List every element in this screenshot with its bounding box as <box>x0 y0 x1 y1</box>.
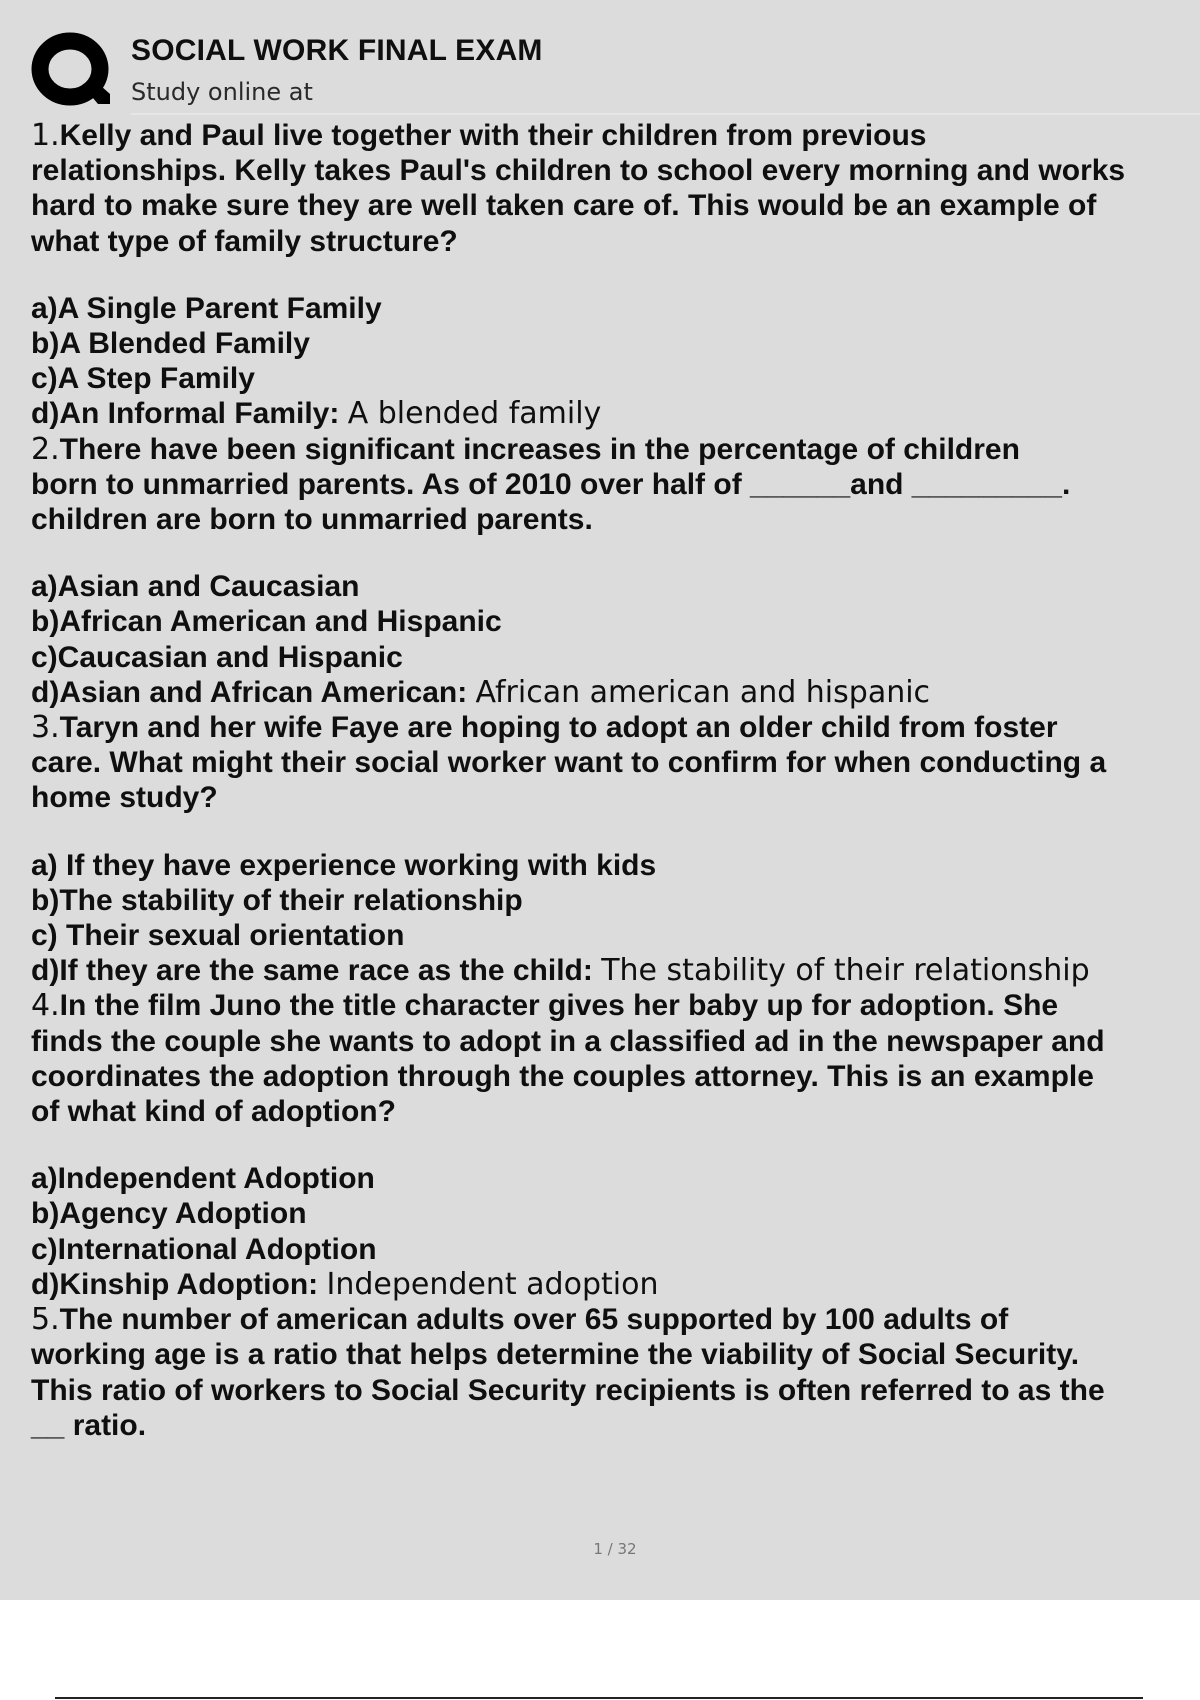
option-text: d)Asian and African American: <box>31 675 468 709</box>
answer-option: c)Caucasian and Hispanic <box>31 640 403 674</box>
question <box>31 710 1200 988</box>
question-number: 3. <box>31 710 60 746</box>
answer-option: c)A Step Family <box>31 362 255 396</box>
correct-answer: Independent adoption <box>326 1266 659 1302</box>
question <box>31 988 1200 1302</box>
option-text: d)If they are the same race as the child: <box>31 954 593 988</box>
question-number: 1. <box>31 118 60 153</box>
answer-option: b)Agency Adoption <box>31 1197 307 1231</box>
correct-answer: A blended family <box>347 396 602 432</box>
answer-option: c)International Adoption <box>31 1232 377 1266</box>
question-text <box>31 988 1200 1129</box>
question-number: 5. <box>31 1302 60 1338</box>
answer-option-with-answer <box>31 953 1200 988</box>
question-number: 4. <box>31 988 60 1024</box>
header-divider <box>131 113 1200 115</box>
answer-option: b)African American and Hispanic <box>31 605 502 639</box>
question-body: In the film Juno the title character gives her baby up for adoption. She finds the couple she wants to adopt in a classified ad in the newspaper and coordinates the adoption through the couples attorney. This is an example of what kind of adoption? <box>31 989 1105 1129</box>
question-text <box>31 1302 1200 1443</box>
answer-option: b)A Blended Family <box>31 327 310 361</box>
question-body: The number of american adults over 65 supported by 100 adults of working age is a ratio that helps determine the viability of Social Security. This ratio of workers to Social Security recipients is often referred to as the __ ratio. <box>31 1303 1105 1442</box>
question-body: There have been significant increases in the percentage of children born to unmarried parents. As of 2010 over half of ______and _________. children are born to unmarried parents. <box>31 432 1071 537</box>
correct-answer: The stability of their relationship <box>601 953 1090 989</box>
quizlet-logo-icon <box>30 30 110 110</box>
question-body: Kelly and Paul live together with their children from previous relationships. Kelly takes Paul's children to school every morning and works hard to make sure they are well taken care of. This would be an example of what type of family structure? <box>31 119 1126 258</box>
option-text: d)Kinship Adoption: <box>31 1267 319 1301</box>
answer-option: a)Independent Adoption <box>31 1162 375 1196</box>
question-list <box>31 118 1200 1443</box>
document-title: SOCIAL WORK FINAL EXAM <box>131 34 543 67</box>
answer-option-with-answer <box>31 675 1200 710</box>
answer-option: a) If they have experience working with kids <box>31 848 657 882</box>
question-number: 2. <box>31 431 60 467</box>
option-text: d)An Informal Family: <box>31 397 340 431</box>
answer-option: c) Their sexual orientation <box>31 919 405 953</box>
answer-option-with-answer <box>31 396 1200 431</box>
next-page-divider <box>55 1697 1143 1699</box>
question <box>31 432 1200 710</box>
question-text <box>31 710 1200 816</box>
answer-option: a)A Single Parent Family <box>31 291 382 325</box>
answer-option: a)Asian and Caucasian <box>31 570 360 604</box>
answer-option-with-answer <box>31 1267 1200 1302</box>
answer-option: b)The stability of their relationship <box>31 883 523 917</box>
question-body: Taryn and her wife Faye are hoping to adopt an older child from foster care. What might their social worker want to confirm for when conducting a home study? <box>31 711 1107 815</box>
question <box>31 1302 1200 1443</box>
question <box>31 118 1200 432</box>
correct-answer: African american and hispanic <box>475 674 931 710</box>
page-indicator: 1 / 32 <box>593 1540 637 1558</box>
question-text <box>31 118 1200 259</box>
document-subtitle: Study online at <box>131 78 313 106</box>
question-text <box>31 432 1200 538</box>
